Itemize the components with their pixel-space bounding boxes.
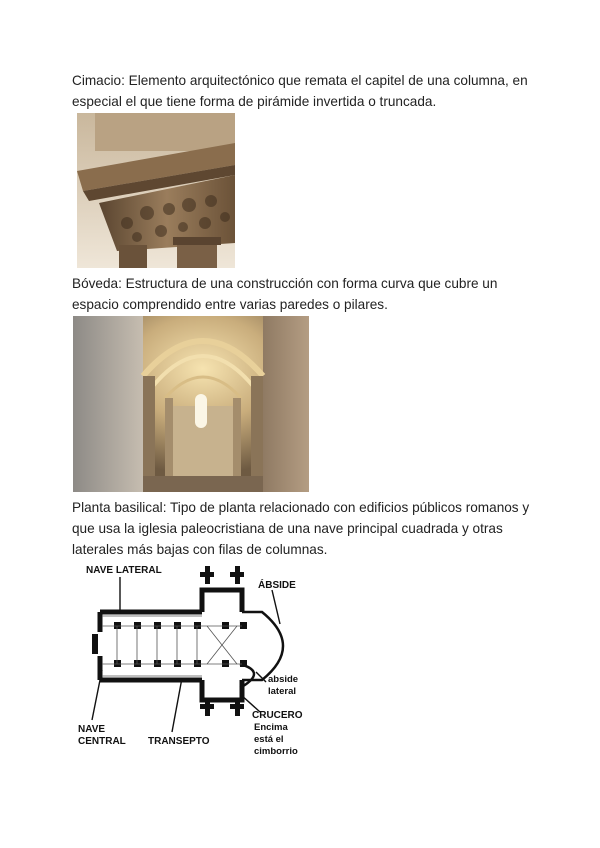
entry-term: Cimacio xyxy=(72,73,122,88)
label-transepto: TRANSEPTO xyxy=(148,736,210,747)
entry-cimacio xyxy=(72,70,542,112)
label-abside: ÁBSIDE xyxy=(258,580,296,591)
capital-photo xyxy=(77,113,235,268)
label-encima-2: está el xyxy=(254,734,284,745)
entry-term: Bóveda xyxy=(72,276,119,291)
label-encima-3: cimborrio xyxy=(254,746,298,757)
label-abside-lateral-1: abside xyxy=(268,674,299,685)
label-encima-1: Encima xyxy=(254,722,288,733)
label-crucero: CRUCERO xyxy=(252,710,303,721)
label-nave-lateral: NAVE LATERAL xyxy=(86,565,162,576)
entry-boveda xyxy=(72,273,542,315)
entry-term: Planta basilical xyxy=(72,500,163,515)
basilica-plan-diagram xyxy=(72,560,322,760)
entry-definition: : Tipo de planta relacionado con edificios públicos romanos y que usa la iglesia paleocristiana de una nave principal cuadrada y otras laterales más bajas con filas de columnas. xyxy=(72,500,530,557)
entry-definition: : Estructura de una construcción con forma curva que cubre un espacio comprendido entre varias paredes o pilares. xyxy=(72,276,498,312)
label-nave-central-1: NAVE xyxy=(78,724,106,735)
label-abside-lateral-2: lateral xyxy=(268,686,296,697)
entry-definition: : Elemento arquitectónico que remata el capitel de una columna, en especial el que tiene forma de pirámide invertida o truncada. xyxy=(72,73,528,109)
entry-planta-basilical xyxy=(72,497,542,560)
label-nave-central-2: CENTRAL xyxy=(78,736,126,747)
vault-photo xyxy=(73,316,309,492)
